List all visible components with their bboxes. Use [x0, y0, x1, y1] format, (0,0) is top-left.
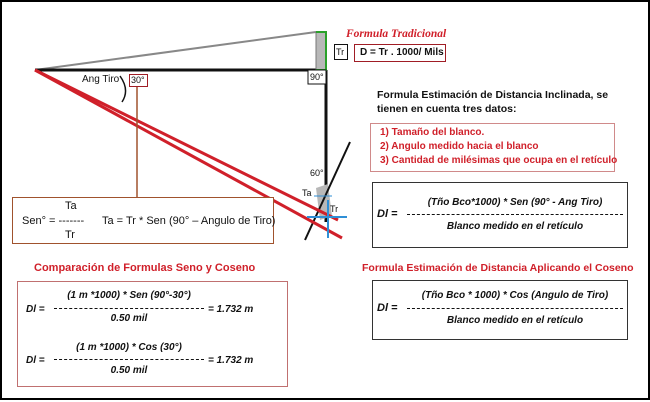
cosine-lhs: Dl = — [377, 302, 398, 314]
comparison-f1-denominator: 0.50 mil — [110, 313, 148, 324]
angle-30-box — [129, 74, 148, 87]
inclined-numerator: (Tño Bco*1000) * Sen (90° - Ang Tiro) — [427, 197, 603, 208]
comparison-f1-numerator: (1 m *1000) * Sen (90°-30°) — [67, 290, 191, 301]
inclined-formula-box — [372, 182, 628, 248]
tr-label-box — [334, 44, 348, 60]
inclined-intro: Formula Estimación de Distancia Inclinada, se tienen en cuenta tres datos: — [377, 89, 609, 115]
ta-label: Ta — [302, 188, 312, 198]
sine-denominator: Tr — [65, 229, 75, 241]
comparison-box — [17, 281, 288, 387]
criteria-item-3: 3) Cantidad de milésimas que ocupa en el retículo — [380, 155, 618, 166]
cosine-title: Formula Estimación de Distancia Aplicando el Coseno — [362, 262, 634, 274]
angle-60-label: 60° — [310, 168, 324, 178]
comparison-f1-lhs: Dl = — [26, 304, 45, 315]
comparison-title: Comparación de Formulas Seno y Coseno — [34, 262, 256, 274]
criteria-box — [370, 123, 618, 172]
comparison-f2-result: = 1.732 m — [208, 355, 254, 366]
angle-30-label: 30° — [131, 75, 145, 85]
cosine-numerator: (Tño Bco * 1000) * Cos (Angulo de Tiro) — [421, 290, 609, 301]
tr-label: Tr — [336, 47, 345, 57]
cosine-denominator: Blanco medido en el retículo — [446, 315, 584, 326]
cosine-formula-box — [372, 280, 628, 340]
inclined-fraction-line — [407, 214, 623, 215]
angle-90-label: 90° — [310, 72, 324, 82]
cosine-fraction-line — [407, 308, 623, 309]
traditional-formula: D = Tr . 1000/ Mils — [360, 47, 444, 58]
line-of-sight-top — [35, 32, 316, 70]
ang-tiro-label: Ang Tiro — [82, 74, 120, 85]
tr-small-label: Tr — [330, 204, 339, 214]
sine-formula: Ta = Tr * Sen (90° – Angulo de Tiro) — [102, 215, 276, 227]
traditional-formula-box — [354, 44, 446, 62]
comparison-f2-denominator: 0.50 mil — [110, 365, 148, 376]
target-rect — [316, 32, 326, 70]
comparison-f2-lhs: Dl = — [26, 355, 45, 366]
comparison-f1-line — [54, 308, 204, 309]
angle-arc — [120, 76, 126, 102]
comparison-f1-result: = 1.732 m — [208, 304, 254, 315]
comparison-f2-numerator: (1 m *1000) * Cos (30°) — [76, 342, 182, 353]
sine-numerator: Ta — [65, 200, 77, 212]
traditional-title: Formula Tradicional — [346, 28, 447, 40]
sine-lhs: Sen° = ------- — [22, 215, 85, 227]
comparison-f2-line — [54, 359, 204, 360]
inclined-lhs: Dl = — [377, 208, 398, 220]
inclined-denominator: Blanco medido en el retículo — [446, 221, 584, 232]
sine-box — [12, 197, 274, 244]
criteria-item-1: 1) Tamaño del blanco. — [380, 127, 485, 138]
criteria-item-2: 2) Angulo medido hacia el blanco — [380, 141, 539, 152]
